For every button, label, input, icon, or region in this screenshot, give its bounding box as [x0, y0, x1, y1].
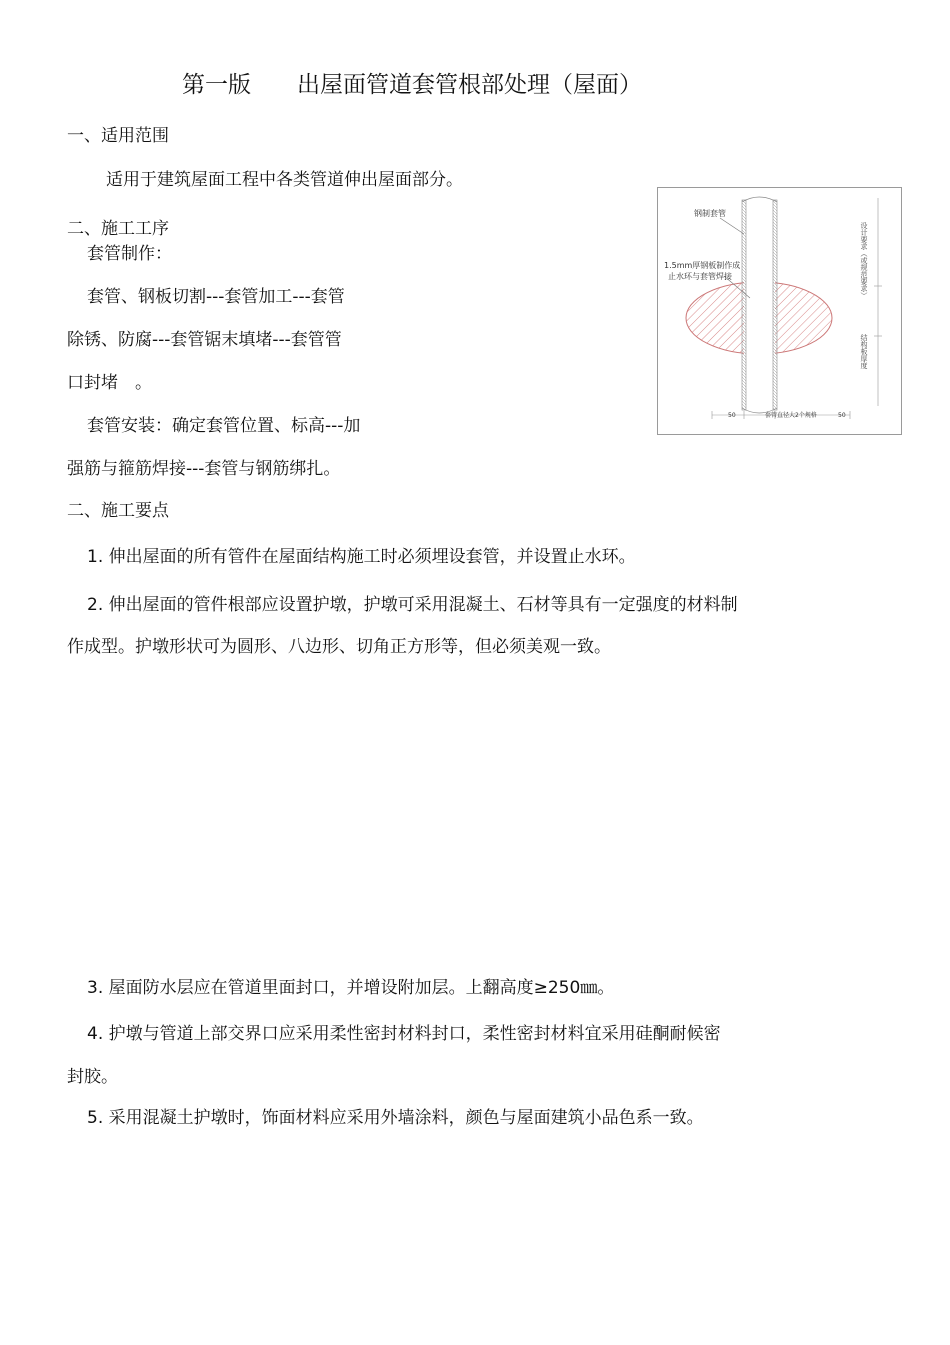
dimension-left: 50: [728, 412, 736, 419]
key-point: 2. 伸出屋面的管件根部应设置护墩，护墩可采用混凝土、石材等具有一定强度的材料制: [87, 595, 738, 615]
casing-diagram: [657, 187, 902, 435]
edition-label: 第一版: [182, 72, 251, 98]
label-casing: 钢制套管: [694, 209, 726, 218]
dimension-right: 50: [838, 412, 846, 419]
casing-wall-right: [773, 200, 777, 410]
key-point-continued: 封胶。: [67, 1067, 118, 1087]
leader-line-casing: [720, 218, 744, 234]
fabrication-line: 套管、钢板切割---套管加工---套管: [87, 287, 345, 307]
scope-text: 适用于建筑屋面工程中各类管道伸出屋面部分。: [106, 170, 463, 190]
page-title: 出屋面管道套管根部处理（屋面）: [297, 72, 642, 98]
installation-line: 套管安装：确定套管位置、标高---加: [87, 416, 361, 436]
section-heading-scope: 一、适用范围: [67, 126, 169, 146]
vertical-label-top: 设计要求（或规范要求）: [860, 222, 868, 299]
label-plate-line2: 止水环与套管焊接: [668, 272, 732, 281]
section-heading-key-points: 二、施工要点: [67, 501, 169, 521]
dimension-middle: 套管直径大2个规格: [765, 412, 817, 419]
section-heading-process: 二、施工工序: [67, 219, 169, 239]
key-point: 3. 屋面防水层应在管道里面封口，并增设附加层。上翻高度≥250㎜。: [87, 978, 615, 998]
key-point: 5. 采用混凝土护墩时，饰面材料应采用外墙涂料，颜色与屋面建筑小品色系一致。: [87, 1108, 704, 1128]
casing-wall-left: [742, 200, 746, 410]
key-point-continued: 作成型。护墩形状可为圆形、八边形、切角正方形等，但必须美观一致。: [67, 637, 611, 657]
fabrication-label: 套管制作：: [87, 244, 172, 264]
installation-line: 强筋与箍筋焊接---套管与钢筋绑扎。: [67, 459, 341, 479]
key-point: 1. 伸出屋面的所有管件在屋面结构施工时必须埋设套管，并设置止水环。: [87, 547, 636, 567]
fabrication-line: 除锈、防腐---套管锯末填堵---套管管: [67, 330, 342, 350]
label-plate-line1: 1.5mm厚钢板制作成: [664, 261, 741, 270]
fabrication-line: 口封堵 。: [67, 373, 152, 393]
vertical-label-bottom: 结构板厚度: [860, 334, 868, 369]
pipe-body: [744, 198, 775, 410]
key-point: 4. 护墩与管道上部交界口应采用柔性密封材料封口，柔性密封材料宜采用硅酮耐候密: [87, 1024, 721, 1044]
